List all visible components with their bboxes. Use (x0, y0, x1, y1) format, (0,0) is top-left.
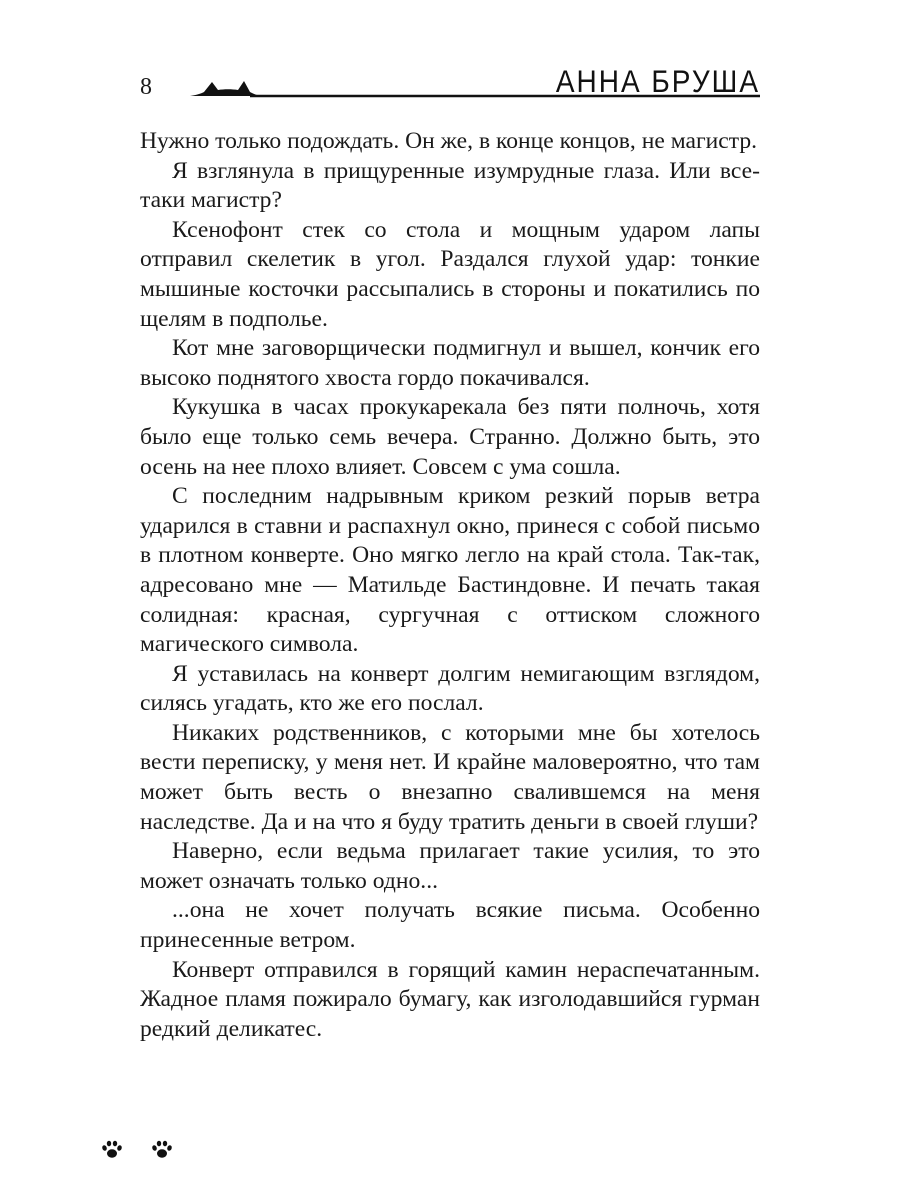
paw-print-icon (100, 1138, 124, 1162)
page-header (140, 64, 760, 104)
page-footer (100, 1138, 180, 1168)
paragraph: Кукушка в часах прокукарекала без пяти полночь, хотя было еще только семь вечера. Странно. Должно быть, это осень на нее плохо влияет. Совсем с ума сошла. (140, 394, 760, 480)
paragraph: С последним надрывным криком резкий порыв ветра ударился в ставни и распахнул окно, принеся с собой письмо в плотном конверте. Оно мягко легло на край стола. Так-так, адресовано мне — Матильде Бастиндовне. И печать такая солидная: красная, сургучная с оттиском сложного магического символа. (140, 483, 760, 658)
paragraph: Наверно, если ведьма прилагает такие усилия, то это может означать только одно... (140, 838, 760, 894)
paragraph: Кот мне заговорщически подмигнул и вышел, кончик его высоко поднятого хвоста гордо покачивался. (140, 335, 760, 391)
paragraph: Нужно только подождать. Он же, в конце концов, не магистр. (140, 128, 758, 154)
paw-print-icon (150, 1138, 174, 1162)
body-text (140, 127, 760, 1044)
paragraph: ...она не хочет получать всякие письма. Особенно принесенные ветром. (140, 897, 760, 954)
paragraph: Я уставилась на конверт долгим немигающим взглядом, силясь угадать, кто же его послал. (140, 660, 760, 717)
paragraph: Я взглянула в прищуренные изумрудные глаза. Или все-таки магистр? (140, 157, 760, 214)
page-number: 8 (140, 74, 152, 100)
paragraph: Никаких родственников, с которыми мне бы хотелось вести переписку, у меня нет. И крайне маловероятно, что там может быть весть о внезапно свалившемся на меня наследстве. Да и на что я буду тратить деньги в своей глуши? (140, 719, 760, 835)
paragraph: Конверт отправился в горящий камин нераспечатанным. Жадное пламя пожирало бумагу, как изголодавшийся гурман редкий деликатес. (140, 956, 760, 1042)
paragraph: Ксенофонт стек со стола и мощным ударом лапы отправил скелетик в угол. Раздался глухой удар: тонкие мышиные косточки рассыпались в стороны и покатились по щелям в подполье. (140, 216, 760, 332)
author-name: АННА БРУША (555, 64, 760, 99)
